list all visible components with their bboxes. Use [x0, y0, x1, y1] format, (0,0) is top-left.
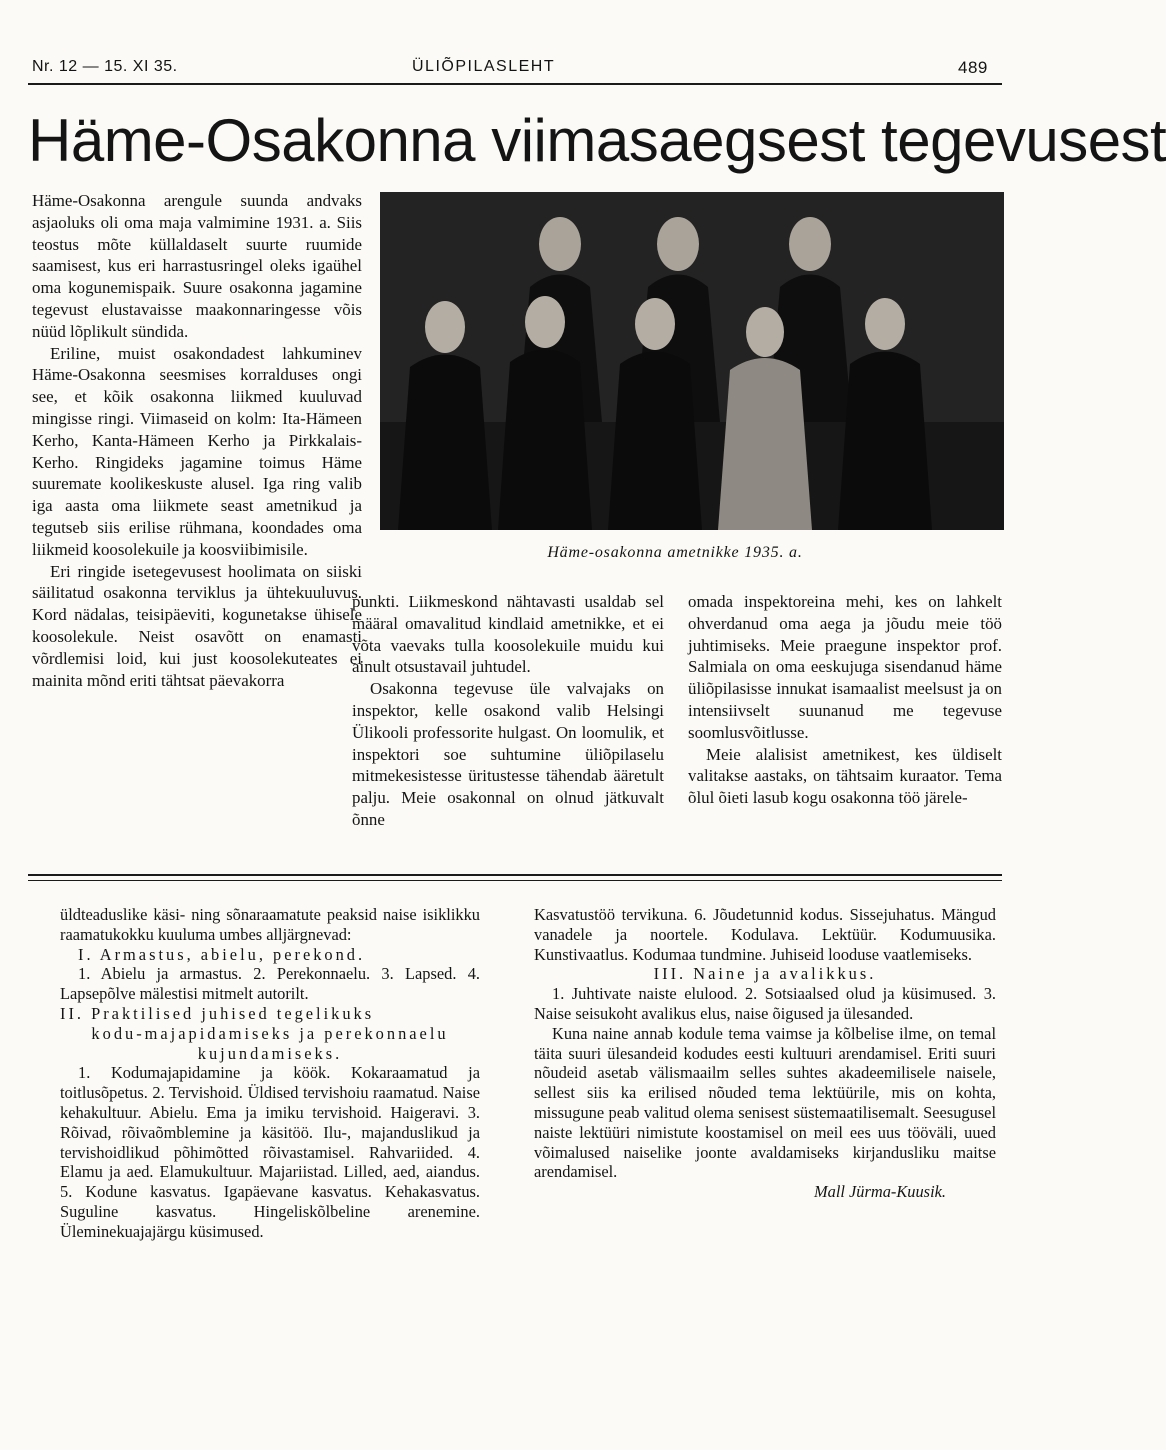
paragraph: Eri ringide isetegevusest hoolimata on siiski säilitatud osakonna terviklus ja ühtekuuluvus. Kord nädalas, teisipäeviti, kogunetakse ühisele koosolekule. Neist osavõtt on enamasti võrdlemisi loid, kui just koosolekuteates ei mainita mõnd eriti tähtsat päevakorra — [32, 561, 362, 690]
author-signature: Mall Jürma-Kuusik. — [813, 1182, 946, 1202]
group-photo-image — [380, 192, 1004, 530]
paragraph: 1. Abielu ja armastus. 2. Perekonnaelu. 3. Lapsed. 4. Lapsepõlve mälestisi mitmelt autorilt. — [60, 964, 480, 1004]
issue-info: Nr. 12 — 15. XI 35. — [32, 58, 178, 75]
section-heading: II. Praktilised juhised tegelikuks — [60, 1003, 375, 1023]
section-heading: I. Armastus, abielu, perekond. — [78, 944, 366, 964]
section-heading: kodu-majapidamiseks ja perekonnaelu kujundamiseks. — [91, 1023, 449, 1063]
paragraph: punkti. Liikmeskond nähtavasti usaldab sel määral omavalitud kindlaid ametnikke, et ei võta vaevaks tulla koosolekuile muidu kui ainult otsustavail juhtudel. — [352, 592, 664, 677]
group-photo — [380, 192, 1004, 530]
paragraph: Häme-Osakonna arengule suunda andvaks asjaoluks oli oma maja valmimine 1931. a. Siis teostus mõte küllaldaselt suurte ruumide saamisest, kus eri harrastusringel oleks igaühel oma kogunemispaik. Suure osakonna jagamine tegevust elustavaisse maakonnaringesse võis nüüd lõplikult sündida. — [32, 191, 362, 341]
article-column-3 — [688, 591, 1002, 809]
page-number: 489 — [958, 58, 988, 77]
paragraph: omada inspektoreina mehi, kes on lahkelt ohverdanud oma aega ja jõudu meie töö juhtimiseks. Meie praegune inspektor prof. Salmiala on oma eeskujuga sisendanud häme üliõpilasisse innukat isamaalist meelsust ja on intensiivselt suunanud me tegevuse soomlusvõitlusse. — [688, 592, 1002, 742]
publication-name: ÜLIÕPILASLEHT — [412, 58, 556, 75]
paragraph: Eriline, muist osakondadest lahkuminev Häme-Osakonna seesmises korralduses ongi see, et kõik osakonna liikmed kuuluvad mingisse ringi. Viimaseid on kolm: Ita-Hämeen Kerho, Kanta-Hämeen Kerho ja Pirkkalais-Kerho. Ringideks jagamine toimus Häme suuremate koolikeskuste alusel. Iga ring valib iga aasta oma liikmete seast ametnikud ja tegutseb siis erilise rühmana, koondades oma liikmeid koosolekuile ja koosviibimisile. — [32, 343, 362, 559]
article-column-1 — [32, 190, 362, 691]
photo-caption: Häme-osakonna ametnikke 1935. a. — [547, 544, 803, 561]
paragraph: Kuna naine annab kodule tema vaimse ja kõlbelise ilme, on temal täita suuri ülesandeid kodudes eesti kultuuri arendamisel. Eriti suuri nõudeid asetab välismaailm selles suhtes akadeemilisele naisele, sellest siis ka erilised nõuded tema lektüürile, mis on kohta, missugune peab valitud olema senisest süstemaatilisemalt. Seesugusel naiste lektüüri nimistute koostamisel on meil ees uus tööväli, uued võimalused naiselike joonte avaldamiseks kirjandusliku maitse arendamisel. — [534, 1023, 996, 1182]
paragraph: 1. Kodumajapidamine ja köök. Kokaraamatud ja toitlusõpetus. 2. Tervishoid. Üldised tervishoiu raamatud. Naise kehakultuur. Abielu. Ema ja imiku tervishoid. Haigeravi. 3. Rõivad, rõivaõmblemine ja käsitöö. Ilu-, majanduslikud ja tervishoidlikud põhimõtted rõivastamisel. Rahvariided. 4. Elamu ja aed. Elamukultuur. Majariistad. Lilled, aed, aiandus. 5. Kodune kasvatus. Igapäevane kasvatus. Kehakasvatus. Suguline kasvatus. Hingeliskõlbeline arenemine. Üleminekuajajärgu küsimused. — [60, 1063, 480, 1241]
header-rule — [28, 83, 1002, 85]
paragraph: Kasvatustöö tervikuna. 6. Jõudetunnid kodus. Sissejuhatus. Mängud vanadele ja noortele. Kodulava. Lektüür. Kodumuusika. Kunstivaatlus. Kodumaa tundmine. Juhiseid looduse vaatlemiseks. — [534, 905, 996, 964]
paragraph: üldteaduslike käsi- ning sõnaraamatute peaksid naise isiklikku raamatukokku kuuluma umbes alljärgnevad: — [60, 905, 480, 944]
lower-column-right — [534, 905, 996, 1202]
paragraph: Meie alalisist ametnikest, kes üldiselt valitakse aastaks, on tähtsaim kuraator. Tema õlul õieti lasub kogu osakonna töö järele- — [688, 744, 1002, 808]
section-divider-rule — [28, 874, 1002, 876]
lower-column-left — [60, 905, 480, 1242]
paragraph: 1. Juhtivate naiste elulood. 2. Sotsiaalsed olud ja küsimused. 3. Naise seisukoht avalikus elus, naise õigused ja ülesanded. — [534, 984, 996, 1023]
section-divider-rule — [28, 880, 1002, 881]
article-title: Häme-Osakonna viimasaegsest tegevusest — [28, 107, 1166, 174]
article-column-2 — [352, 591, 664, 831]
paragraph: Osakonna tegevuse üle valvajaks on inspektor, kelle osakond valib Helsingi Ülikooli professorite hulgast. On loomulik, et inspektori soe suhtumine üliõpilaselu mitmekesistesse üritustesse tähendab ääretult palju. Meie osakonnal on olnud jätkuvalt õnne — [352, 679, 664, 829]
section-heading: III. Naine ja avalikkus. — [653, 964, 877, 984]
